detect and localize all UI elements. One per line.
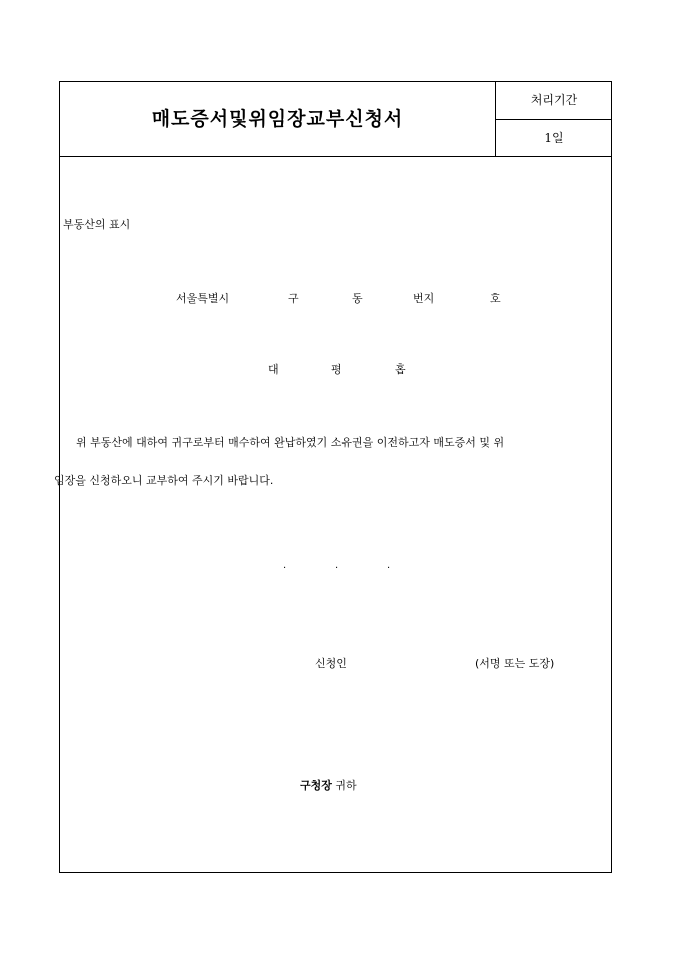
date-dot-1: . bbox=[283, 560, 287, 571]
area-dae: 대 bbox=[268, 363, 279, 376]
applicant-label: 신청인 bbox=[315, 657, 347, 670]
area-pyeong: 평 bbox=[331, 363, 342, 376]
address-gu: 구 bbox=[288, 292, 299, 305]
recipient-line bbox=[300, 777, 357, 793]
body-line-1: 위 부동산에 대하여 귀구로부터 매수하여 완납하였기 소유권을 이전하고자 매도증서 및 위 bbox=[76, 436, 505, 449]
recipient-suffix: 귀하 bbox=[335, 779, 357, 792]
address-city: 서울특별시 bbox=[176, 292, 230, 305]
recipient-name: 구청장 bbox=[300, 779, 332, 792]
processing-period-box bbox=[495, 82, 612, 156]
processing-period-label: 처리기간 bbox=[496, 82, 612, 120]
area-hop: 홉 bbox=[395, 363, 406, 376]
address-ho: 호 bbox=[490, 292, 501, 305]
processing-period-value: 1일 bbox=[544, 131, 564, 145]
property-section-label: 부동산의 표시 bbox=[63, 218, 131, 231]
form-header bbox=[60, 82, 611, 157]
address-dong: 동 bbox=[352, 292, 363, 305]
body-line-2: 임장을 신청하오니 교부하여 주시기 바랍니다. bbox=[54, 474, 274, 487]
date-dot-2: . bbox=[335, 560, 339, 571]
form-title: 매도증서및위임장교부신청서 bbox=[151, 108, 404, 130]
signature-note: (서명 또는 도장) bbox=[475, 657, 555, 670]
date-dot-3: . bbox=[387, 560, 391, 571]
address-beonji: 번지 bbox=[413, 292, 435, 305]
